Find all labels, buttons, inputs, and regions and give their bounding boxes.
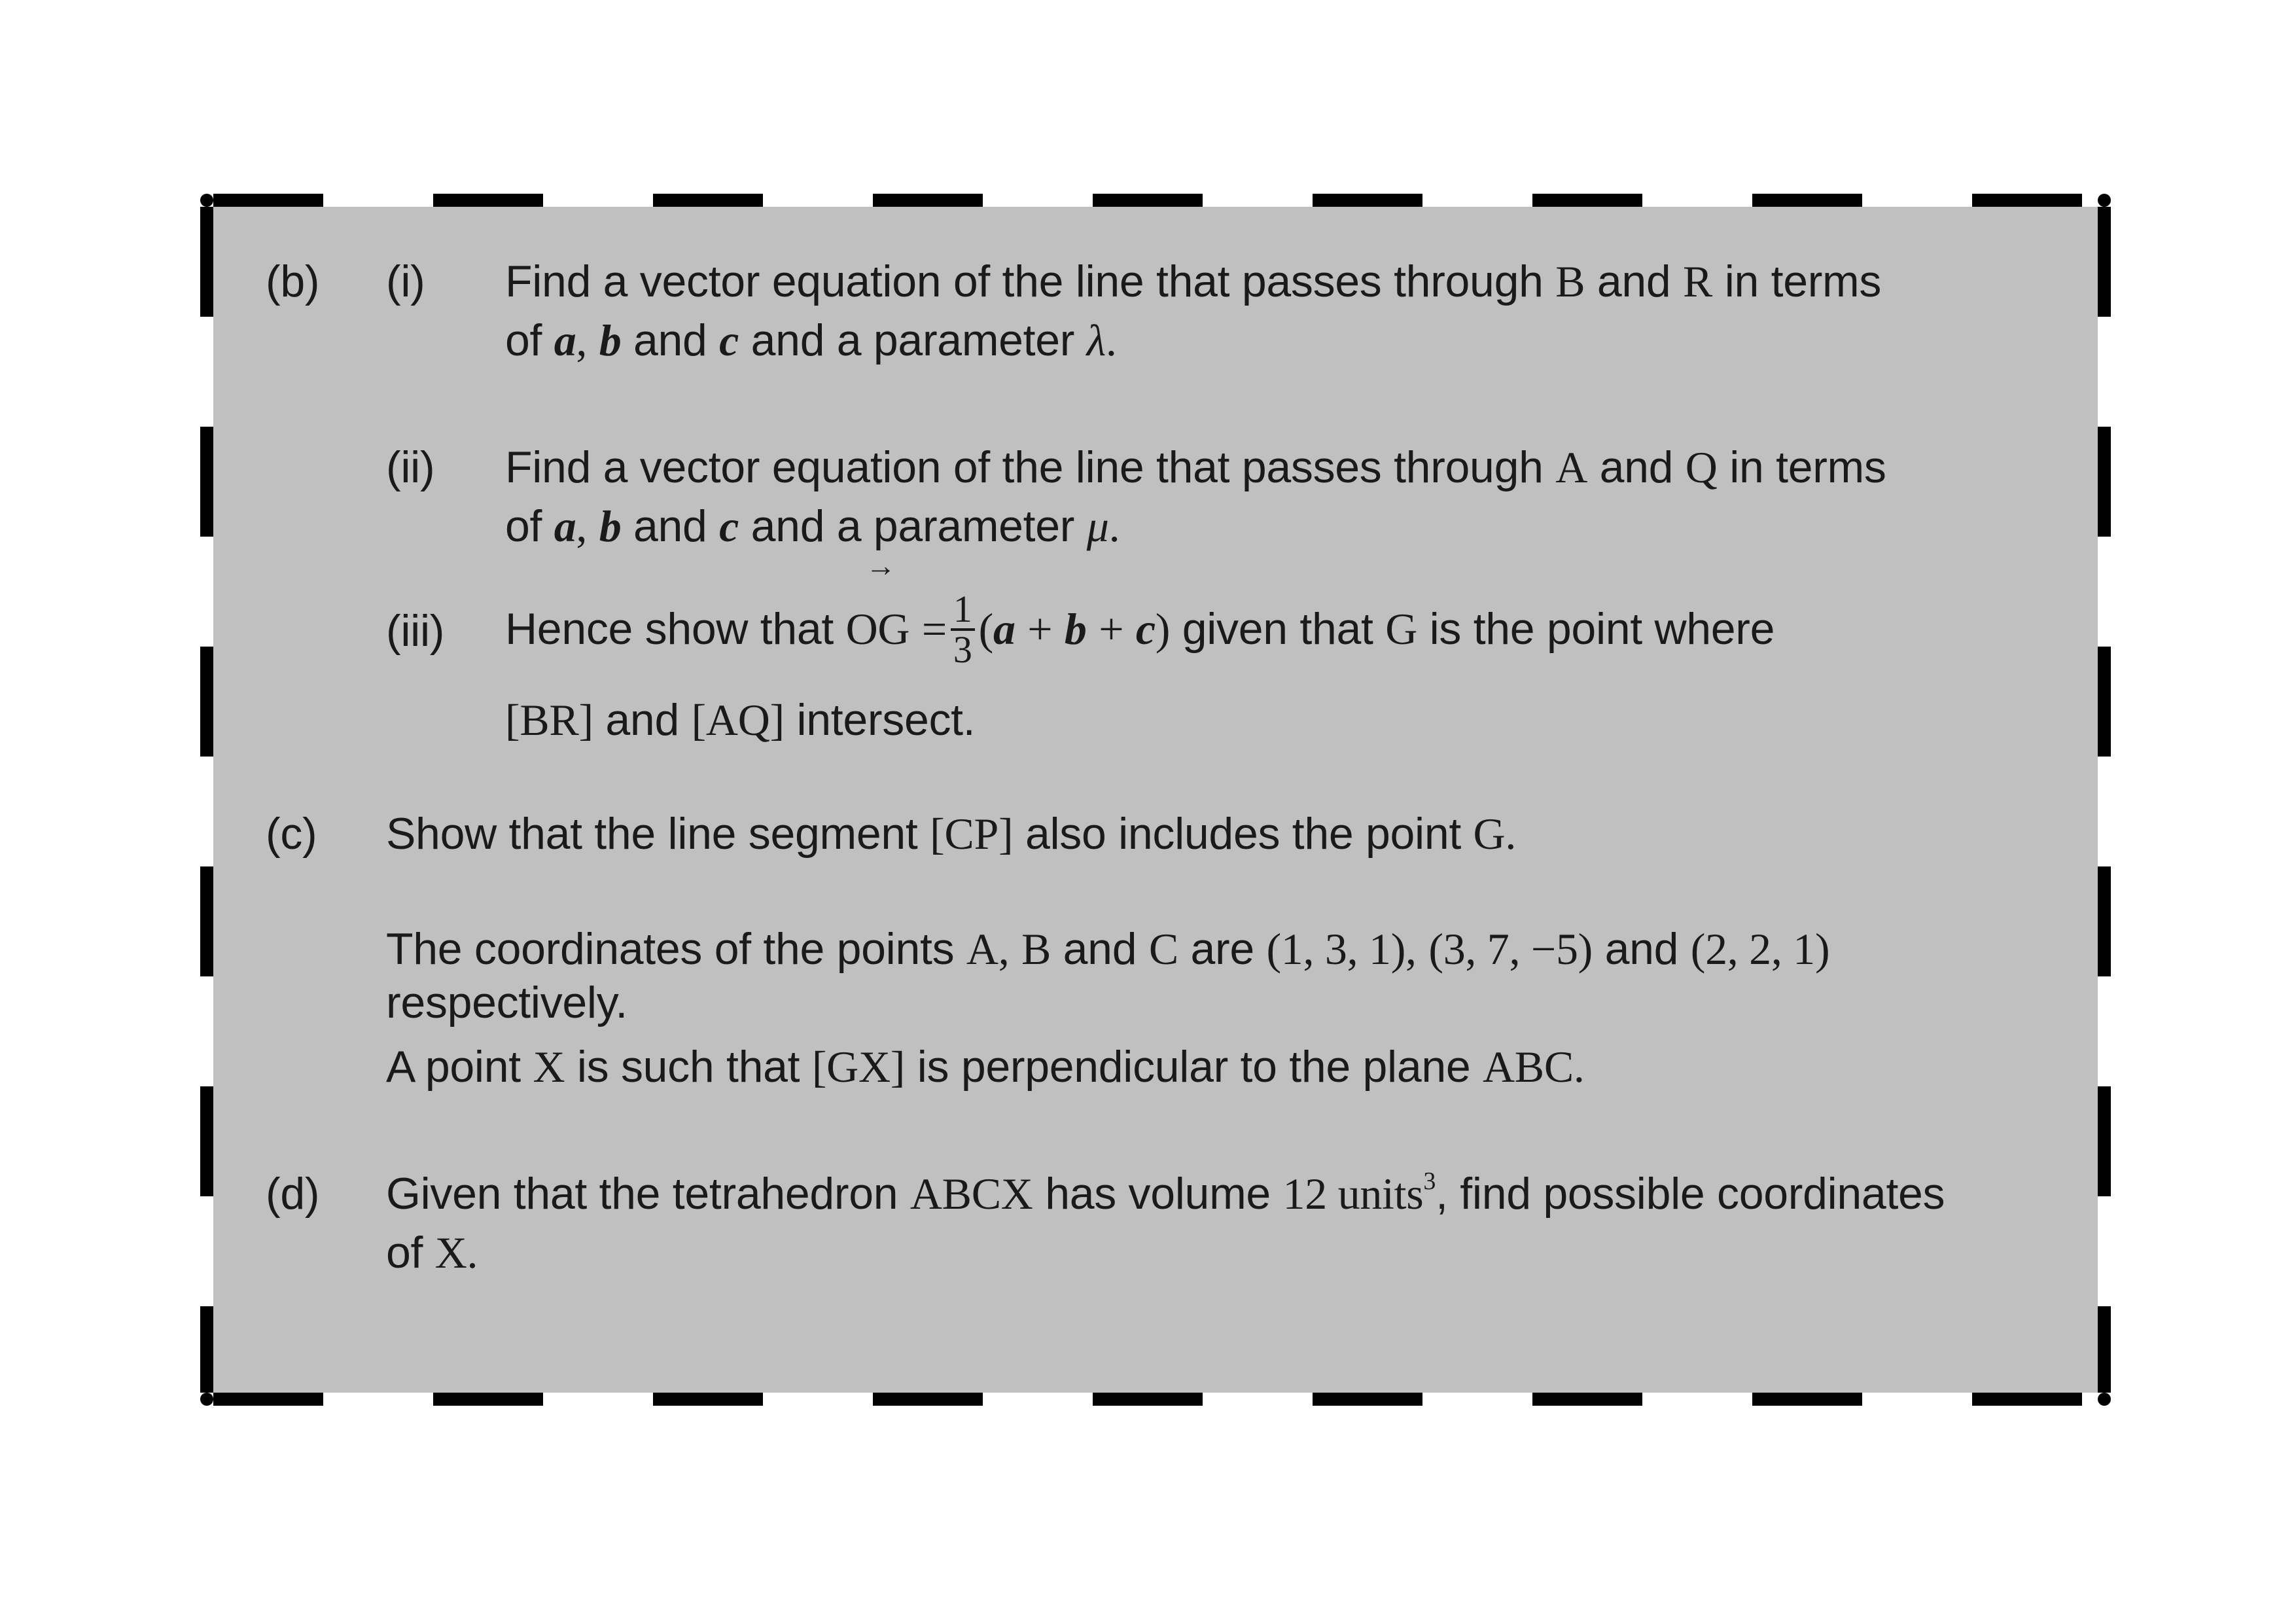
part-d-label: (d)	[266, 1169, 320, 1219]
part-b-ii-line2: of a, b and c and a parameter μ.	[505, 501, 1120, 551]
part-c-question: Show that the line segment [CP] also includes the point G.	[386, 809, 1517, 859]
part-b-i-line1: Find a vector equation of the line that passes through B and R in terms	[505, 257, 1882, 306]
part-b-label: (b)	[266, 257, 320, 306]
part-d-line2: of X.	[386, 1228, 478, 1277]
part-b-ii-label: (ii)	[386, 442, 435, 492]
fraction-one-third: $\frac{1}{3}$	[951, 590, 975, 669]
part-b-iii-line2: [BR] and [AQ] intersect.	[505, 695, 976, 745]
part-c-coords-line: The coordinates of the points A, B and C are (1, 3, 1), (3, 7, −5) and (2, 2, 1)	[386, 924, 1830, 974]
part-b-i-line2: of a, b and c and a parameter λ.	[505, 315, 1117, 365]
part-c-point-x-line: A point X is such that [GX] is perpendicular to the plane ABC.	[386, 1042, 1585, 1092]
part-d-line1: Given that the tetrahedron ABCX has volume 12 units$^3$, find possible coordinates	[386, 1168, 1945, 1219]
part-c-respectively: respectively.	[386, 978, 627, 1027]
part-b-iii-line1: Hence show that → OG = $\frac{1}{3}$ (a + b + c) given that G is the point where	[505, 580, 1775, 678]
vector-og: → OG	[845, 549, 910, 654]
part-b-ii-line1: Find a vector equation of the line that passes through A and Q in terms	[505, 442, 1886, 492]
question-content	[213, 207, 2098, 1393]
part-b-iii-label: (iii)	[386, 606, 445, 656]
part-b-i-label: (i)	[386, 257, 425, 306]
vector-arrow-icon: →	[866, 549, 896, 582]
part-c-label: (c)	[266, 809, 317, 859]
